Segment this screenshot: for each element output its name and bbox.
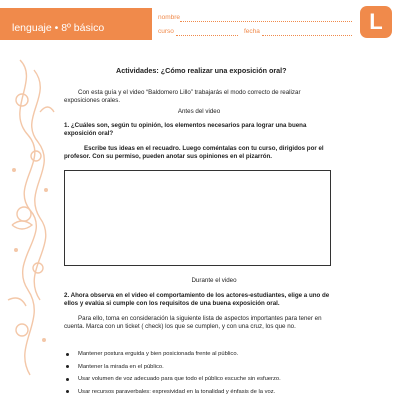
decorative-border — [0, 0, 62, 400]
list-item — [64, 375, 364, 388]
student-info-form — [158, 14, 358, 42]
logo-letter: L — [369, 9, 383, 34]
swirl-ornament-icon — [0, 0, 62, 400]
course-field[interactable] — [176, 35, 238, 36]
subject-logo — [360, 6, 392, 38]
subject-title: lenguaje • 8º básico — [12, 22, 105, 34]
answer-box[interactable] — [64, 170, 331, 266]
bullet-icon — [66, 378, 69, 381]
page-title: Actividades: ¿Cómo realizar una exposición oral? — [116, 66, 287, 75]
intro-paragraph: Con esta guía y el video “Baldomero Lillo” trabajarás el modo correcto de realizar exposiciones orales. — [64, 89, 301, 105]
list-item-text: Mantener postura erguida y bien posicionada frente al público. — [78, 351, 239, 357]
list-item-text: Mantener la mirada en el público. — [78, 363, 164, 370]
name-row — [158, 14, 358, 28]
section-during-heading: Durante el video — [191, 277, 237, 284]
list-item — [64, 350, 364, 363]
date-label: fecha — [244, 28, 260, 35]
bullet-icon — [66, 390, 69, 393]
question-1: 1. ¿Cuáles son, según tu opinión, los elementos necesarios para lograr una buena exposición oral? — [64, 122, 307, 138]
date-field[interactable] — [262, 35, 352, 36]
subject-header-bar — [0, 8, 152, 40]
course-date-row — [158, 28, 358, 42]
list-item — [64, 363, 364, 376]
list-item-text: Usar volumen de voz adecuado para que todo el público escuche sin esfuerzo. — [78, 376, 281, 382]
section-before-heading: Antes del video — [177, 108, 221, 115]
list-item-text: Usar recursos paraverbales: expresividad en la tonalidad y énfasis de la voz. — [78, 388, 276, 395]
question-2-instructions: Para ello, toma en consideración la siguiente lista de aspectos importantes para tener en cuenta. Marca con un ticket ( check) los que se cumplen, y con una cruz, los que no. — [64, 315, 322, 331]
name-field[interactable] — [180, 21, 352, 22]
name-label: nombre — [158, 14, 181, 21]
list-item — [64, 388, 364, 401]
course-label: curso — [158, 28, 174, 35]
bullet-icon — [66, 353, 69, 356]
question-2: 2. Ahora observa en el video el comportamiento de los actores-estudiantes, elige a uno de ellos y evalúa si cumple con los requisitos de una buena exposición oral. — [64, 292, 330, 308]
question-1-instructions: Escribe tus ideas en el recuadro. Luego coméntalas con tu curso, dirigidos por el profesor. Con su permiso, pueden anotar sus opiniones en el pizarrón. — [64, 145, 324, 161]
bullet-icon — [66, 365, 69, 368]
checklist — [64, 350, 364, 400]
